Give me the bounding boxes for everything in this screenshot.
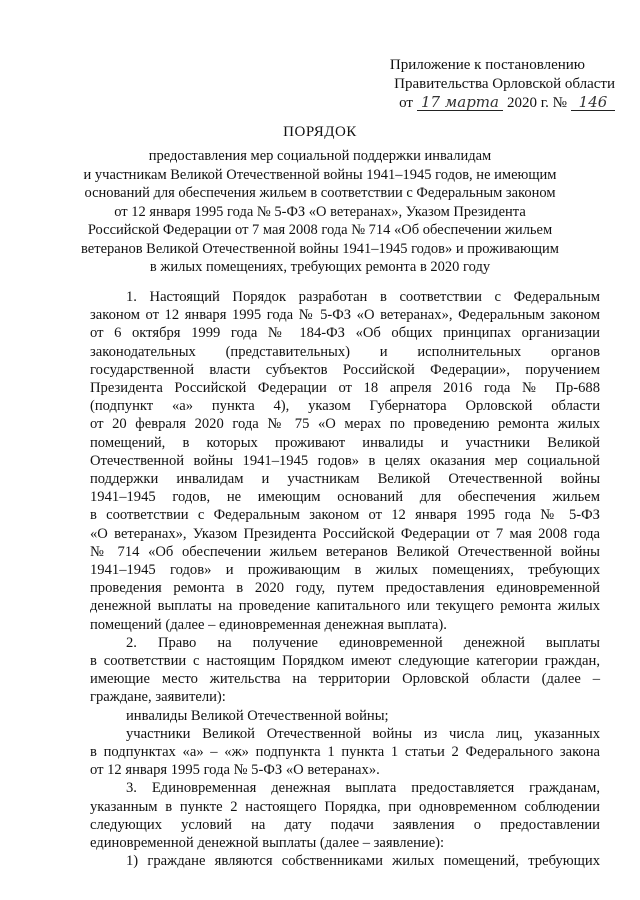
subtitle-line: и участникам Великой Отечественной войны 1941–1945 годов, не имеющим (83, 166, 557, 183)
condition-item: 1) граждане являются собственниками жилых помещений, требующих (126, 853, 600, 870)
subtitle-line: оснований для обеспечения жильем в соответствии с Федеральным законом (84, 185, 556, 201)
appendix-header (355, 56, 615, 113)
paragraph-1-line: законом от 12 января 1995 года № 5-ФЗ «О ветеранах», Федеральным законом (90, 307, 600, 324)
category-item: участники Великой Отечественной войны из числа лиц, указанных (126, 725, 600, 742)
subtitle-line: в жилых помещениях, требующих ремонта в 2020 году (149, 259, 491, 275)
subtitle-line: ветеранов Великой Отечественной войны 1941–1945 годов» и проживающим (81, 240, 559, 257)
paragraph-2-line: 2. Право на получение единовременной денежной выплаты (126, 634, 600, 651)
subtitle-line: предоставления мер социальной поддержки инвалидам (148, 148, 492, 164)
document-title: ПОРЯДОК (283, 124, 357, 140)
paragraph-1-line: помещений (далее – единовременная денежная выплата). (90, 616, 447, 633)
paragraph-1-line: проведения ремонта в 2020 году, путем предоставления единовременной (90, 580, 600, 597)
paragraph-2-line: в соответствии с настоящим Порядком имеют следующие категории граждан, (90, 653, 600, 670)
subtitle-line: Российской Федерации от 7 мая 2008 года № 714 «Об обеспечении жильем (87, 222, 553, 238)
category-item: в подпунктах «а» – «ж» подпункта 1 пункта 1 статьи 2 Федерального закона (90, 744, 600, 761)
paragraph-3-line: следующих условий на дату подачи заявления о предоставлении (90, 816, 600, 833)
paragraph-2-line: имеющие место жительства на территории Орловской области (далее – (90, 671, 600, 688)
paragraph-3-line: единовременной денежной выплаты (далее – заявление): (90, 835, 445, 852)
handwritten-number: 146 (571, 94, 615, 111)
paragraph-3-line: указанным в пункте 2 настоящего Порядка, при одновременном соблюдении (90, 798, 600, 815)
date-suffix: 2020 г. № (506, 95, 567, 111)
category-item: инвалиды Великой Отечественной войны; (126, 707, 389, 724)
handwritten-date: 17 марта (417, 94, 503, 111)
paragraph-1-line: 1941–1945 годов» и проживающим в жилых помещениях, требующих (90, 562, 600, 579)
document-subtitle (72, 147, 568, 277)
paragraph-1-line: от 20 февраля 2020 года № 75 «О мерах по проведению ремонта жилых (90, 416, 600, 433)
subtitle-line: от 12 января 1995 года № 5-ФЗ «О ветеранах», Указом Президента (114, 203, 526, 220)
paragraph-1-line: Президента Российской Федерации от 18 апреля 2016 года № Пр-688 (90, 380, 600, 397)
paragraph-1-line: помещений, в которых проживают инвалиды и участники Великой (90, 434, 600, 451)
paragraph-1-line: «О ветеранах», Указом Президента Российской Федерации от 7 мая 2008 года (90, 525, 600, 542)
paragraph-1-line: поддержки инвалидам и участникам Великой Отечественной войны (90, 471, 600, 488)
category-item: от 12 января 1995 года № 5-ФЗ «О ветеранах». (90, 762, 380, 779)
appendix-line-2: Правительства Орловской области (394, 76, 615, 92)
document-body (90, 288, 600, 871)
paragraph-1-line: № 714 «Об обеспечении жильем ветеранов Великой Отечественной войны (90, 543, 600, 560)
paragraph-1-line: Отечественной войны 1941–1945 годов» в целях оказания мер социальной (90, 452, 600, 469)
paragraph-1-line: 1. Настоящий Порядок разработан в соответствии с Федеральным (126, 289, 600, 305)
paragraph-1-line: государственной власти субъектов Российской Федерации», поручением (90, 361, 600, 378)
paragraph-2-line: граждане, заявители): (90, 689, 226, 706)
paragraph-1-line: денежной выплаты на проведение капитального или текущего ремонта жилых (90, 598, 600, 615)
paragraph-1-line: в соответствии с Федеральным законом от 12 января 1995 года № 5-ФЗ (90, 507, 600, 524)
date-prefix: от (399, 95, 413, 111)
paragraph-1-line: законодательных (представительных) и исполнительных органов (90, 343, 600, 360)
paragraph-1-line: (подпункт «а» пункта 4), указом Губернатора Орловской области (90, 398, 600, 415)
appendix-line-1: Приложение к постановлению (389, 57, 585, 73)
paragraph-1-line: 1941–1945 годов, не имеющим оснований для обеспечения жильем (90, 489, 600, 506)
appendix-date-line (355, 94, 615, 113)
paragraph-1-line: от 6 октября 1999 года № 184-ФЗ «Об общих принципах организации (90, 325, 600, 342)
paragraph-3-line: 3. Единовременная денежная выплата предоставляется гражданам, (126, 780, 600, 797)
